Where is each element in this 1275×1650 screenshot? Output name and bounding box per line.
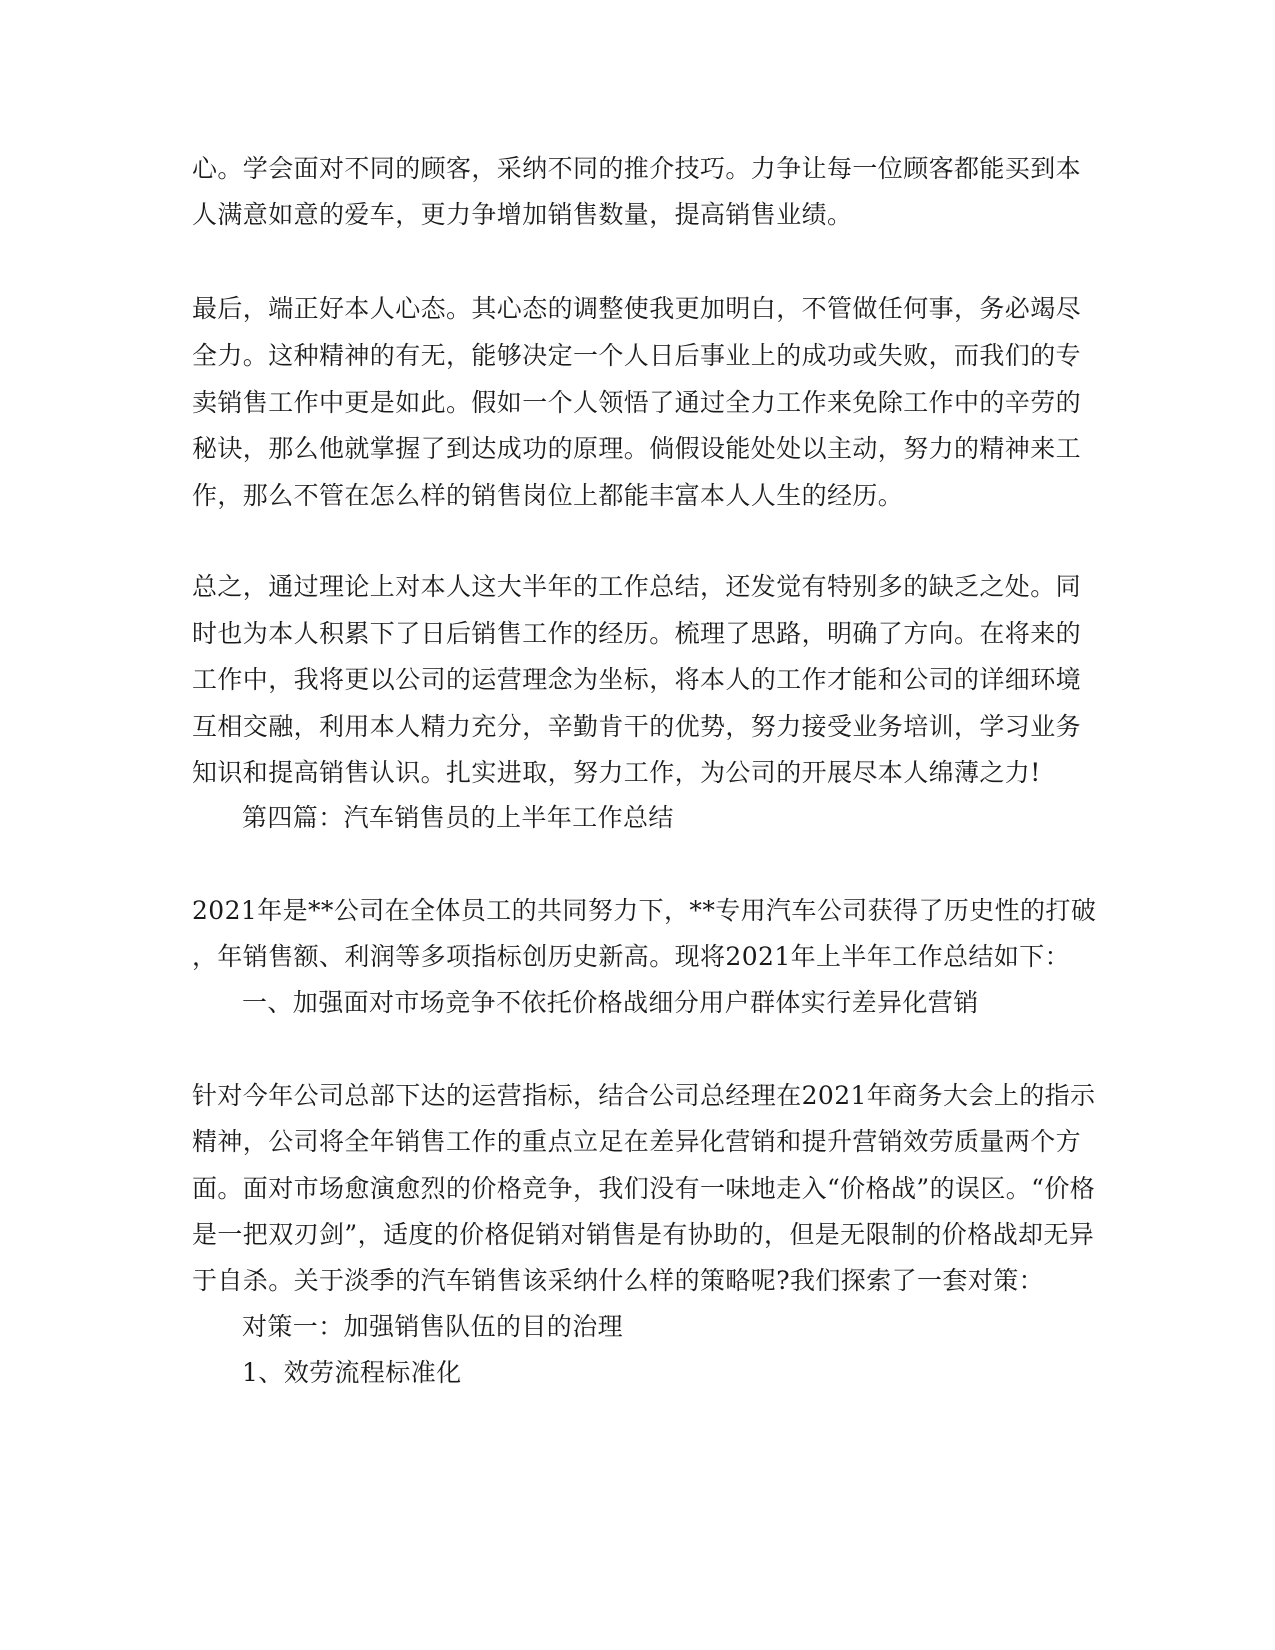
- paragraph-line: 心。学会面对不同的顾客，采纳不同的推介技巧。力争让每一位顾客都能买到本: [192, 154, 1082, 183]
- paragraph-line: 时也为本人积累下了日后销售工作的经历。梳理了思路，明确了方向。在将来的: [192, 619, 1082, 648]
- paragraph-line: 最后，端正好本人心态。其心态的调整使我更加明白，不管做任何事，务必竭尽: [192, 294, 1082, 323]
- list-item: 1、效劳流程标准化: [242, 1358, 462, 1387]
- paragraph-line: 于自杀。关于淡季的汽车销售该采纳什么样的策略呢?我们探索了一套对策：: [192, 1266, 1045, 1295]
- paragraph-line: 全力。这种精神的有无，能够决定一个人日后事业上的成功或失败，而我们的专: [192, 341, 1082, 370]
- strategy-heading: 对策一：加强销售队伍的目的治理: [242, 1312, 624, 1341]
- paragraph-line: 互相交融，利用本人精力充分，辛勤肯干的优势，努力接受业务培训，学习业务: [192, 712, 1082, 741]
- paragraph-line: 2021年是**公司在全体员工的共同努力下，**专用汽车公司获得了历史性的打破: [192, 896, 1097, 925]
- paragraph-line: 精神，公司将全年销售工作的重点立足在差异化营销和提升营销效劳质量两个方: [192, 1127, 1082, 1156]
- paragraph-line: 针对今年公司总部下达的运营指标，结合公司总经理在2021年商务大会上的指示: [192, 1081, 1096, 1110]
- subsection-heading: 一、加强面对市场竞争不依托价格战细分用户群体实行差异化营销: [242, 988, 979, 1017]
- paragraph-line: 面。面对市场愈演愈烈的价格竞争，我们没有一味地走入“价格战”的误区。“价格: [192, 1174, 1096, 1203]
- paragraph-line: ，年销售额、利润等多项指标创历史新高。现将2021年上半年工作总结如下：: [192, 942, 1071, 971]
- paragraph-line: 总之，通过理论上对本人这大半年的工作总结，还发觉有特别多的缺乏之处。同: [192, 572, 1082, 601]
- paragraph-line: 工作中，我将更以公司的运营理念为坐标，将本人的工作才能和公司的详细环境: [192, 665, 1082, 694]
- paragraph-line: 是一把双刃剑”，适度的价格促销对销售是有协助的，但是无限制的价格战却无异: [192, 1220, 1095, 1249]
- paragraph-line: 人满意如意的爱车，更力争增加销售数量，提高销售业绩。: [192, 200, 853, 229]
- paragraph-line: 作，那么不管在怎么样的销售岗位上都能丰富本人人生的经历。: [192, 481, 904, 510]
- paragraph-line: 卖销售工作中更是如此。假如一个人领悟了通过全力工作来免除工作中的辛劳的: [192, 388, 1082, 417]
- paragraph-line: 秘诀，那么他就掌握了到达成功的原理。倘假设能处处以主动，努力的精神来工: [192, 434, 1082, 463]
- paragraph-line: 知识和提高销售认识。扎实进取，努力工作，为公司的开展尽本人绵薄之力!: [192, 758, 1041, 787]
- section-heading: 第四篇：汽车销售员的上半年工作总结: [242, 803, 674, 832]
